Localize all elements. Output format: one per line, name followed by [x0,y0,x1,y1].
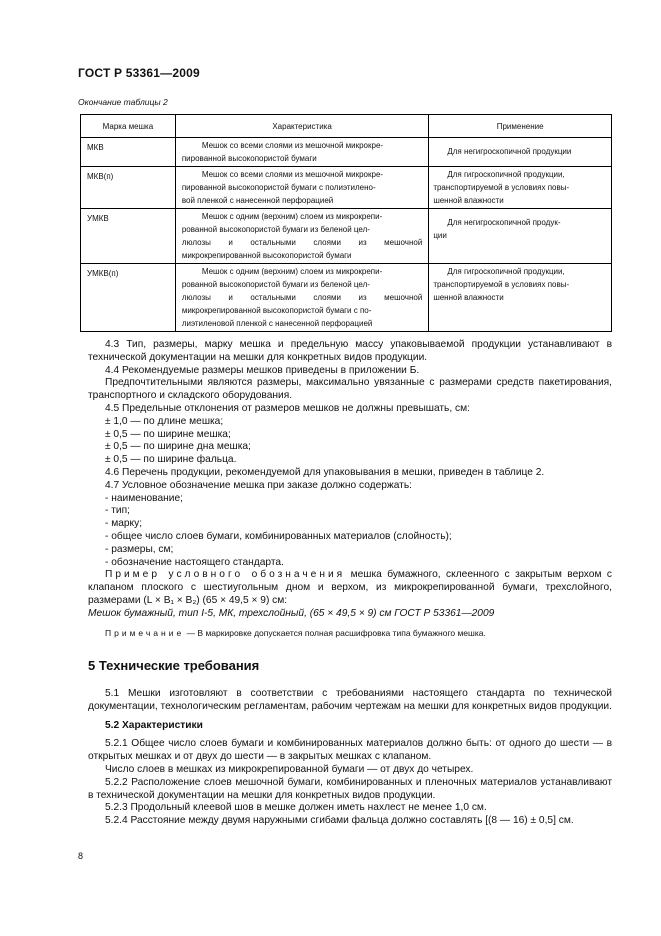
cell-line: ции [433,231,447,240]
paragraph-5-2-2: 5.2.2 Расположение слоев мешочной бумаги, комбинированных и пленочных материалов устанавливают в технической документации на мешки для конкретных видов продукции. [88,776,612,801]
column-header: Применение [429,115,612,138]
mark-cell: УМКВ(п) [81,264,176,332]
note-paragraph [88,627,612,640]
characteristic-cell [175,264,428,332]
cell-line: пированной высокопористой бумаги [181,154,317,163]
cell-line: рованной высокопористой бумаги из беленой цел- [181,280,370,289]
cell-line: рованной высокопористой бумаги из беленой цел- [181,225,370,234]
designation-item: - марку; [105,518,143,530]
designation-item: - размеры, см; [105,543,174,555]
mark-cell: МКВ [81,138,176,167]
paragraph-4-7: 4.7 Условное обозначение мешка при заказе должно содержать: [105,479,412,491]
cell-line: транспортируемой в условиях повы- [433,280,570,289]
paragraph-5-2: 5.2 Характеристики [105,719,203,731]
tolerance-item: ± 0,5 — по ширине дна мешка; [105,441,251,453]
designation-item: - обозначение настоящего стандарта. [105,556,284,568]
cell-line: Для гигроскопичной продукции, [447,267,565,276]
cell-line: микрокрепированной высокопористой бумаги [181,251,352,260]
column-header: Характеристика [175,115,428,138]
paragraph-5-2-1-layers: Число слоев в мешках из микрокрепированной бумаги — от двух до четырех. [105,763,474,775]
note-text: — В маркировке допускается полная расшифровка типа бумажного мешка. [184,627,486,638]
document-header: ГОСТ Р 53361—2009 [78,66,200,80]
note-label: Примечание [105,627,185,638]
table-row [81,167,612,209]
paragraph-4-6: 4.6 Перечень продукции, рекомендуемой для упаковывания в мешки, приведен в таблице 2. [105,466,545,478]
paragraph-5-2-4: 5.2.4 Расстояние между двумя наружными сгибами фальца должно составлять [(8 — 16) ± 0,5] см. [105,815,574,827]
table-2 [80,114,612,332]
example-paragraph [88,569,612,607]
paragraph-5-2-1: 5.2.1 Общее число слоев бумаги и комбинированных материалов должно быть: от одного до шести — в открытых мешках и от двух до шести — в закрытых мешках с клапаном. [88,738,612,763]
paragraph-5-1: 5.1 Мешки изготовляют в соответствии с требованиями настоящего стандарта по технической документации, технологическим регламентам, рабочим чертежам на мешки для конкретных видов продукции. [88,688,612,712]
table-caption: Окончание таблицы 2 [78,97,168,107]
example-label: Пример условного обозначения [105,569,346,581]
cell-line: Для негигроскопичной продукции [447,147,572,156]
application-cell [429,138,612,167]
page-number: 8 [78,851,84,861]
tolerance-item: ± 0,5 — по ширине мешка; [105,428,231,440]
cell-line: шенной влажности [433,196,504,205]
tolerance-item: ± 1,0 — по длине мешка; [105,415,224,427]
cell-line: Для негигроскопичной продук- [447,218,561,227]
cell-line: лиэтиленовой пленкой с нанесенной перфорацией [181,319,373,328]
cell-line: Мешок со всеми слоями из мешочной микрокре- [201,141,384,150]
cell-line: Для гигроскопичной продукции, [447,170,565,179]
paragraph-5-2-3: 5.2.3 Продольный клеевой шов в мешке должен иметь нахлест не менее 1,0 см. [105,802,487,814]
tolerance-item: ± 0,5 — по ширине фальца. [105,454,237,466]
section-5-title: 5 Технические требования [88,658,260,673]
characteristic-cell [175,167,428,209]
section-5-text [88,688,612,828]
paragraph-4-4: 4.4 Рекомендуемые размеры мешков приведены в приложении Б. [105,364,420,376]
characteristic-cell [175,138,428,167]
application-cell [429,264,612,332]
cell-line: Мешок с одним (верхним) слоем из микрокрепи- [201,212,383,221]
table-header-row [81,115,612,138]
example-text: мешка бумажного, склеенного с закрытым верхом с клапаном плоского с шестиугольным дном и верхом, из микрокрепированной бумаги, трехслойного, размерами (L × B₁ × B₂) (65 × 49,5 × 9) см: [88,569,612,606]
designation-item: - тип; [105,505,130,517]
paragraph-4-4-preferred: Предпочтительными являются размеры, максимально увязанные с размерами средств пакетирования, транспортного и складского оборудования. [88,377,612,402]
section-4-text [88,339,612,639]
column-header: Марка мешка [81,115,176,138]
mark-cell: УМКВ [81,209,176,264]
paragraph-4-3: 4.3 Тип, размеры, марку мешка и предельную массу упаковываемой продукции устанавливают в технической документации на мешки для конкретных видов продукции. [88,339,612,363]
table-row [81,264,612,332]
application-cell [429,167,612,209]
cell-line: Мешок с одним (верхним) слоем из микрокрепи- [201,267,383,276]
characteristic-cell [175,209,428,264]
cell-line: люлозы и остальными слоями из мешочной [181,238,423,247]
cell-line: люлозы и остальными слоями из мешочной [181,293,423,302]
paragraph-4-5: 4.5 Предельные отклонения от размеров мешков не должны превышать, см: [105,402,470,414]
cell-line: шенной влажности [433,293,504,302]
cell-line: транспортируемой в условиях повы- [433,183,570,192]
designation-item: - наименование; [105,492,183,504]
application-cell [429,209,612,264]
cell-line: пированной высокопористой бумаги с полиэтилено- [181,183,376,192]
table-row [81,209,612,264]
example-designation: Мешок бумажный, тип I-5, МК, трехслойный, (65 × 49,5 × 9) см ГОСТ Р 53361—2009 [88,607,495,619]
cell-line: микрокрепированной высокопористой бумаги с по- [181,306,372,315]
designation-item: - общее число слоев бумаги, комбинированных материалов (слойность); [105,530,452,542]
cell-line: Мешок со всеми слоями из мешочной микрокре- [201,170,384,179]
cell-line: вой пленкой с нанесенной перфорацией [181,196,334,205]
mark-cell: МКВ(п) [81,167,176,209]
table-row [81,138,612,167]
